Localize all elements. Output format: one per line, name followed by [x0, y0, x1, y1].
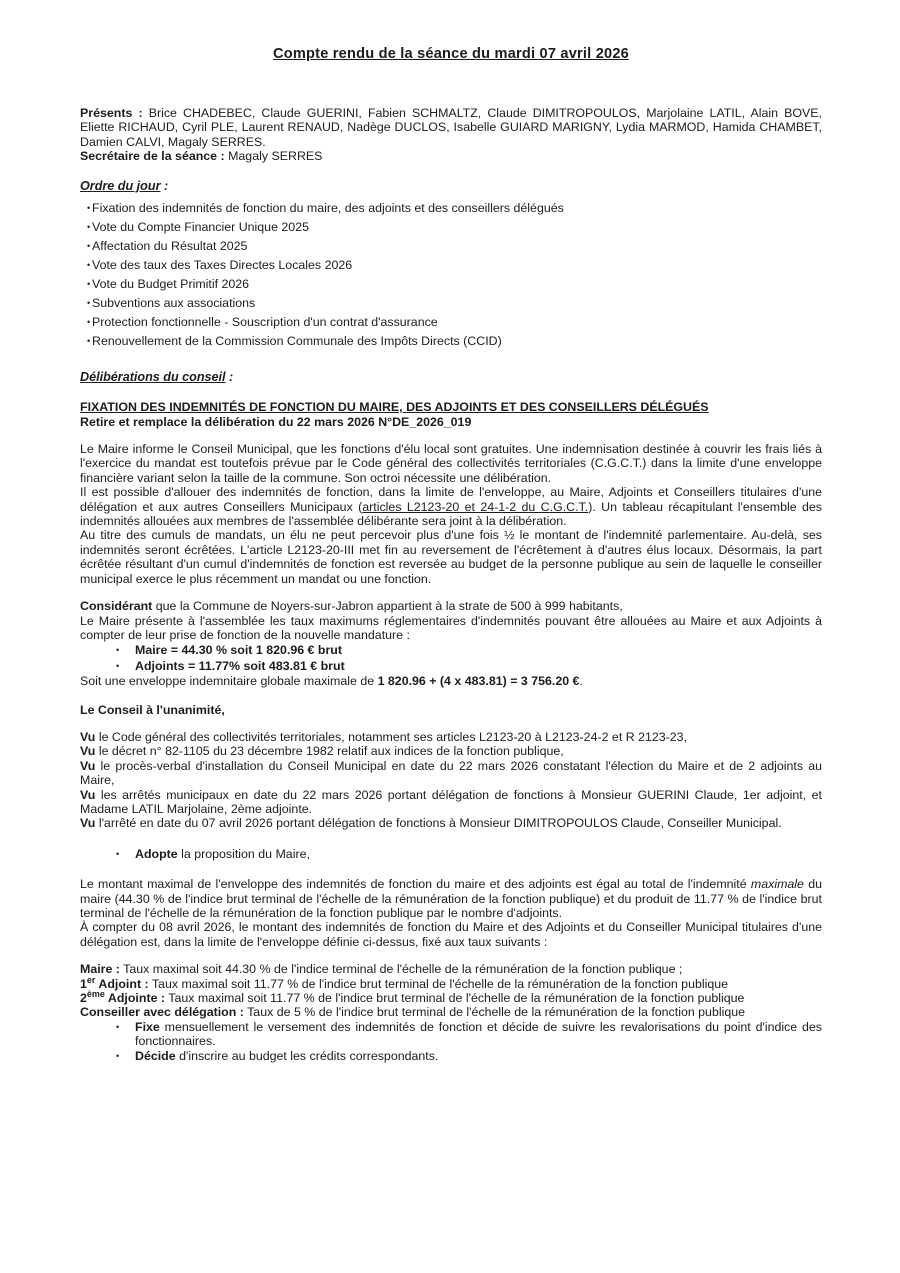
- role-label: 2: [80, 991, 87, 1006]
- amount-paragraph: [80, 877, 822, 920]
- presents-names: Brice CHADEBEC, Claude GUERINI, Fabien SCHMALTZ, Claude DIMITROPOULOS, Marjolaine LATIL, Alain BOVE, Eliette RICHAUD, Cyril PLE, Laurent RENAUD, Nadège DUCLOS, Isabelle GUIARD MARIGNY, Lydia MARMOD, Hamida CHAMBET, Damien CALVI, Magaly SERRES.: [80, 106, 823, 149]
- decision-item-fixe: [80, 1020, 822, 1049]
- bullet-icon: •: [87, 259, 91, 270]
- role-label: 1: [80, 976, 87, 991]
- decision-rest: d'inscrire au budget les crédits correspondants.: [175, 1048, 439, 1063]
- considerant-paragraph: [80, 599, 822, 613]
- envelope-amounts: 1 820.96 + (4 x 483.81) = 3 756.20 €: [377, 674, 580, 689]
- paragraph-cumuls: Au titre des cumuls de mandats, un élu ne peut percevoir plus d'une fois ½ le montant de l'indemnité parlementaire. Au-delà, ses indemnités seront écrêtées. L'article L2123-20-III met fin au reversement de l'écrêtement à d'autres élus locaux. Désormais, la part écrêtée résultant d'un cumul d'indemnités de fonction est reversée au budget de la personne publique au sein de laquelle le conseiller municipal exerce le plus récemment un mandat ou une fonction.: [80, 528, 822, 586]
- amount-text-a: Le montant maximal de l'enveloppe des indemnités de fonction du maire et des adjoints est égal au total de l'indemnité: [80, 877, 751, 892]
- agenda-item: [80, 239, 822, 253]
- decision-rest: mensuellement le versement des indemnités de fonction et décide de suivre les revalorisations du point d'indice des fonctionnaires.: [135, 1019, 822, 1049]
- decision-text: [135, 1049, 438, 1063]
- role-line-2eme-adjointe: [80, 988, 822, 1006]
- bullet-icon: •: [87, 316, 91, 327]
- agenda-heading-colon: :: [160, 178, 169, 193]
- decision-lead: Fixe: [135, 1019, 160, 1034]
- bullet-icon: •: [116, 1050, 120, 1061]
- vu-block: [80, 730, 822, 831]
- vu-paragraph: [80, 759, 822, 788]
- vu-text: le Code général des collectivités territoriales, notamment ses articles L2123-20 à L2123-24-2 et R 2123-23,: [95, 729, 688, 744]
- role-label-2: Adjointe :: [104, 991, 166, 1006]
- deliberation-subtitle: Retire et remplace la délibération du 22 mars 2026 N°DE_2026_019: [80, 414, 472, 429]
- effective-date-paragraph: À compter du 08 avril 2026, le montant des indemnités de fonction du Maire et des Adjoints et du Conseiller Municipal titulaires d'une délégation est, dans la limite de l'enveloppe définie ci-dessus, fixé aux taux suivants :: [80, 920, 822, 949]
- decision-text: [135, 1020, 822, 1049]
- vu-lead: Vu: [80, 816, 96, 831]
- agenda-item: [80, 315, 822, 329]
- role-label-2: Adjoint :: [95, 976, 149, 991]
- vu-paragraph: [80, 730, 822, 744]
- secretary-name: Magaly SERRES: [228, 149, 323, 164]
- agenda-item: [80, 334, 822, 348]
- amount-text-italic: maximale: [750, 877, 804, 892]
- agenda-item: [80, 220, 822, 234]
- envelope-line: [80, 674, 822, 688]
- document-title: Compte rendu de la séance du mardi 07 avril 2026: [273, 46, 629, 62]
- vu-paragraph: [80, 744, 822, 758]
- decisions-list: [80, 1020, 822, 1063]
- envelope-after: .: [579, 674, 583, 689]
- role-label: Conseiller avec délégation :: [80, 1005, 244, 1020]
- adopt-list: [80, 847, 822, 861]
- agenda-item: [80, 277, 822, 291]
- bullet-icon: •: [87, 335, 91, 346]
- role-label: Maire :: [80, 962, 120, 977]
- envelope-before: Soit une enveloppe indemnitaire globale maximale de: [80, 674, 378, 689]
- adopt-item: [80, 847, 822, 861]
- adopt-rest: la proposition du Maire,: [177, 846, 310, 861]
- paragraph-enveloppe-before: Il est possible d'allouer des indemnités de fonction, dans la limite de l'enveloppe, au Maire, Adjoints et Conseillers titulaires d'une délégation et aux autres Conseillers Municipaux (: [80, 485, 822, 514]
- bullet-icon: •: [87, 202, 91, 213]
- agenda-item: [80, 296, 822, 310]
- secretary-line: [80, 149, 822, 163]
- agenda-item-text: Protection fonctionnelle - Souscription d'un contrat d'assurance: [92, 314, 438, 329]
- bullet-icon: •: [116, 660, 120, 671]
- role-text: Taux maximal soit 11.77 % de l'indice brut terminal de l'échelle de la rémunération de la fonction publique: [165, 991, 745, 1006]
- roles-block: [80, 962, 822, 1020]
- amount-block: [80, 877, 822, 949]
- rate-item: [80, 643, 822, 657]
- vu-text: le procès-verbal d'installation du Conseil Municipal en date du 22 mars 2026 constatant l'élection du Maire et de 2 adjoints au Maire,: [80, 758, 822, 788]
- vu-lead: Vu: [80, 758, 96, 773]
- considerant-rest: que la Commune de Noyers-sur-Jabron appartient à la strate de 500 à 999 habitants,: [152, 599, 623, 614]
- presents-label: Présents :: [80, 106, 149, 120]
- bullet-icon: •: [87, 221, 91, 232]
- bullet-icon: •: [116, 1021, 120, 1032]
- deliberations-heading-text: Délibérations du conseil: [80, 370, 226, 385]
- deliberation-title-text: FIXATION DES INDEMNITÉS DE FONCTION DU MAIRE, DES ADJOINTS ET DES CONSEILLERS DÉLÉGUÉS: [80, 400, 709, 415]
- agenda-item-text: Renouvellement de la Commission Communale des Impôts Directs (CCID): [92, 333, 502, 348]
- paragraph-gratuite: Le Maire informe le Conseil Municipal, que les fonctions d'élu local sont gratuites. Une indemnisation destinée à couvrir les frais liés à l'exercice du mandat est toutefois prévue par le Code général des collectivités territoriales (C.G.C.T.) dans la limite d'une enveloppe financière variant selon la taille de la commune. Son octroi nécessite une délibération.: [80, 442, 822, 485]
- paragraph-enveloppe-after: ). Un tableau récapitulant l'ensemble des indemnités allouées aux membres de l'assemblée délibérante sera joint à la délibération.: [80, 499, 822, 529]
- bullet-icon: •: [116, 848, 120, 859]
- rate-text: Adjoints = 11.77% soit 483.81 € brut: [135, 658, 345, 673]
- rate-text: Maire = 44.30 % soit 1 820.96 € brut: [135, 643, 342, 658]
- presents-paragraph: [80, 106, 822, 149]
- role-text: Taux maximal soit 11.77 % de l'indice brut terminal de l'échelle de la rémunération de la fonction publique: [148, 976, 729, 991]
- agenda-item-text: Vote des taux des Taxes Directes Locales 2026: [92, 257, 353, 272]
- amount-text-b: du maire (44.30 % de l'indice brut terminal de l'échelle de la rémunération de la fonction publique) et du produit de 11.77 % de l'indice brut terminal de l'échelle de la rémunération de la fonction publique par le nombre d'adjoints.: [80, 877, 822, 920]
- bullet-icon: •: [87, 240, 91, 251]
- decision-item-decide: [80, 1049, 822, 1063]
- vu-lead: Vu: [80, 729, 96, 744]
- agenda-list: [80, 201, 822, 348]
- agenda-item-text: Subventions aux associations: [92, 295, 256, 310]
- deliberations-heading-colon: :: [225, 370, 234, 385]
- vu-text: les arrêtés municipaux en date du 22 mars 2026 portant délégation de fonctions à Monsieur GUERINI Claude, 1er adjoint, et Madame LATIL Marjolaine, 2ème adjointe.: [80, 787, 822, 816]
- agenda-item-text: Fixation des indemnités de fonction du maire, des adjoints et des conseillers délégués: [92, 200, 564, 215]
- vu-text: le décret n° 82-1105 du 23 décembre 1982 relatif aux indices de la fonction publique,: [95, 744, 564, 759]
- role-line-maire: [80, 962, 822, 976]
- paragraph-enveloppe: [80, 485, 822, 528]
- vu-lead: Vu: [80, 744, 96, 759]
- role-line-conseiller: [80, 1005, 822, 1019]
- role-line-1er-adjoint: [80, 974, 822, 991]
- agenda-item-text: Vote du Compte Financier Unique 2025: [92, 219, 309, 234]
- role-label-sup: er: [86, 974, 96, 985]
- deliberations-heading: [80, 370, 822, 384]
- agenda-item: [80, 258, 822, 272]
- decision-lead: Décide: [135, 1048, 176, 1063]
- vu-paragraph: [80, 816, 822, 830]
- vu-text: l'arrêté en date du 07 avril 2026 portant délégation de fonctions à Monsieur DIMITROPOULOS Claude, Conseiller Municipal.: [95, 816, 782, 831]
- agenda-item-text: Affectation du Résultat 2025: [92, 238, 248, 253]
- agenda-item-text: Vote du Budget Primitif 2026: [92, 276, 250, 291]
- rate-item: [80, 659, 822, 673]
- adopt-lead: Adopte: [135, 846, 178, 861]
- deliberation-title: [80, 400, 822, 415]
- agenda-item: [80, 201, 822, 215]
- unanimity-line: Le Conseil à l'unanimité,: [80, 702, 225, 717]
- role-label-sup: ème: [86, 988, 105, 999]
- presentation-paragraph: Le Maire présente à l'assemblée les taux maximums réglementaires d'indemnités pouvant être allouées au Maire et aux Adjoints à compter de leur prise de fonction de la nouvelle mandature :: [80, 613, 822, 642]
- adopt-text: [135, 847, 310, 861]
- secretary-label: Secrétaire de la séance :: [80, 149, 229, 164]
- role-text: Taux maximal soit 44.30 % de l'indice terminal de l'échelle de la rémunération de la fonction publique ;: [119, 962, 683, 977]
- bullet-icon: •: [87, 297, 91, 308]
- agenda-heading-text: Ordre du jour: [80, 178, 161, 193]
- agenda-heading: [80, 179, 822, 193]
- vu-lead: Vu: [80, 787, 96, 802]
- rates-list: [80, 643, 822, 673]
- bullet-icon: •: [116, 645, 120, 656]
- paragraph-enveloppe-articles: articles L2123-20 et 24-1-2 du C.G.C.T.: [362, 499, 589, 514]
- role-text: Taux de 5 % de l'indice brut terminal de l'échelle de la rémunération de la fonction publique: [243, 1005, 746, 1020]
- considerant-lead: Considérant: [80, 599, 153, 614]
- bullet-icon: •: [87, 278, 91, 289]
- vu-paragraph: [80, 788, 822, 817]
